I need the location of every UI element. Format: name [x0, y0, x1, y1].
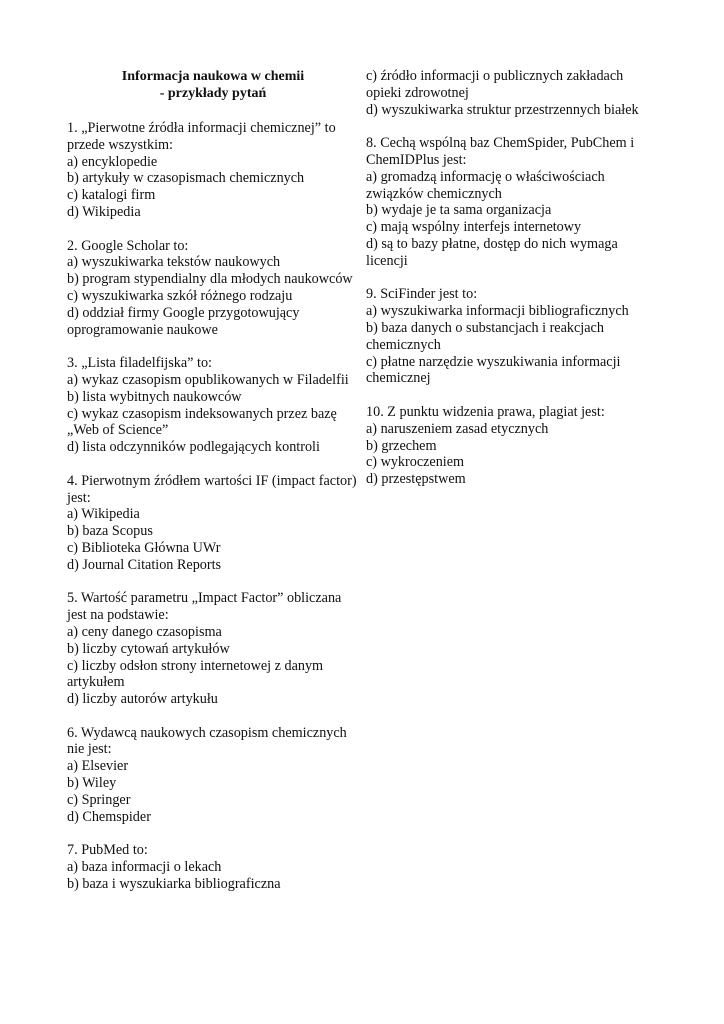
title-line-1: Informacja naukowa w chemii — [121, 69, 305, 84]
answer-option: a) encyklopedie — [67, 153, 158, 170]
question-10 — [366, 404, 658, 488]
answer-option: b) wydaje je ta sama organizacja — [366, 202, 552, 219]
answer-option: b) baza i wyszukiarka bibliograficzna — [67, 875, 281, 892]
answer-option: d) Journal Citation Reports — [67, 556, 222, 573]
answer-option: a) baza informacji o lekach — [67, 859, 222, 876]
answer-option: c) Springer — [67, 791, 131, 808]
question-text: 3. „Lista filadelfijska” to: — [67, 355, 212, 372]
left-column — [67, 68, 359, 909]
answer-option: c) wyszukiwarka szkół różnego rodzaju — [67, 287, 293, 304]
answer-option: c) źródło informacji o publicznych zakładach opieki zdrowotnej — [366, 68, 624, 101]
question-9 — [366, 286, 658, 387]
question-6 — [67, 725, 359, 826]
answer-option: c) wykroczeniem — [366, 454, 465, 471]
question-text: 5. Wartość parametru „Impact Factor” obliczana jest na podstawie: — [67, 590, 342, 624]
answer-option: d) lista odczynników podlegających kontroli — [67, 439, 320, 456]
answer-option: a) ceny danego czasopisma — [67, 623, 222, 640]
answer-option: a) wyszukiwarka informacji bibliograficznych — [366, 303, 629, 320]
answer-option: c) katalogi firm — [67, 187, 156, 204]
answer-option: d) są to bazy płatne, dostęp do nich wymaga licencji — [366, 235, 618, 269]
answer-option: c) mają wspólny interfejs internetowy — [366, 219, 582, 236]
answer-option: b) baza Scopus — [67, 523, 153, 540]
question-5 — [67, 590, 359, 708]
question-text: 1. „Pierwotne źródła informacji chemicznej” to przede wszystkim: — [67, 120, 336, 153]
question-text: 8. Cechą wspólną baz ChemSpider, PubChem i ChemIDPlus jest: — [366, 135, 635, 168]
answer-option: d) oddział firmy Google przygotowujący oprogramowanie naukowe — [67, 304, 300, 338]
answer-option: a) Wikipedia — [67, 506, 140, 523]
question-2 — [67, 238, 359, 339]
answer-option: b) liczby cytowań artykułów — [67, 640, 230, 657]
answer-option: c) liczby odsłon strony internetowej z danym artykułem — [67, 657, 324, 691]
answer-option: a) wykaz czasopism opublikowanych w Filadelfii — [67, 371, 349, 388]
title-line-2: - przykłady pytań — [159, 86, 267, 101]
question-7-part-2 — [366, 68, 658, 118]
answer-option: b) lista wybitnych naukowców — [67, 388, 242, 405]
document-title — [67, 68, 359, 102]
answer-option: d) Chemspider — [67, 808, 151, 825]
question-8 — [366, 135, 658, 269]
question-3 — [67, 355, 359, 456]
answer-option: b) baza danych o substancjach i reakcjach chemicznych — [366, 319, 604, 353]
answer-option: d) liczby autorów artykułu — [67, 691, 218, 708]
answer-option: a) wyszukiwarka tekstów naukowych — [67, 254, 281, 271]
answer-option: d) przestępstwem — [366, 471, 466, 488]
answer-option: b) program stypendialny dla młodych naukowców — [67, 271, 353, 288]
question-text: 9. SciFinder jest to: — [366, 286, 478, 303]
answer-option: b) Wiley — [67, 775, 117, 792]
question-text: 2. Google Scholar to: — [67, 237, 189, 254]
question-text: 10. Z punktu widzenia prawa, plagiat jest: — [366, 403, 605, 420]
answer-option: d) Wikipedia — [67, 203, 141, 220]
question-4 — [67, 473, 359, 574]
answer-option: a) gromadzą informację o właściwościach związków chemicznych — [366, 168, 605, 202]
answer-option: a) Elsevier — [67, 758, 129, 775]
answer-option: b) artykuły w czasopismach chemicznych — [67, 170, 305, 187]
answer-option: a) naruszeniem zasad etycznych — [366, 420, 549, 437]
answer-option: c) Biblioteka Główna UWr — [67, 539, 221, 556]
answer-option: c) płatne narzędzie wyszukiwania informacji chemicznej — [366, 353, 621, 387]
question-1 — [67, 120, 359, 221]
question-text: 4. Pierwotnym źródłem wartości IF (impact factor) jest: — [67, 472, 357, 506]
question-7-part-1 — [67, 842, 359, 892]
question-text: 7. PubMed to: — [67, 842, 148, 859]
answer-option: b) grzechem — [366, 437, 437, 454]
right-column — [366, 68, 658, 505]
answer-option: c) wykaz czasopism indeksowanych przez bazę „Web of Science” — [67, 405, 337, 439]
answer-option: d) wyszukiwarka struktur przestrzennych białek — [366, 101, 639, 118]
question-text: 6. Wydawcą naukowych czasopism chemicznych nie jest: — [67, 724, 347, 758]
